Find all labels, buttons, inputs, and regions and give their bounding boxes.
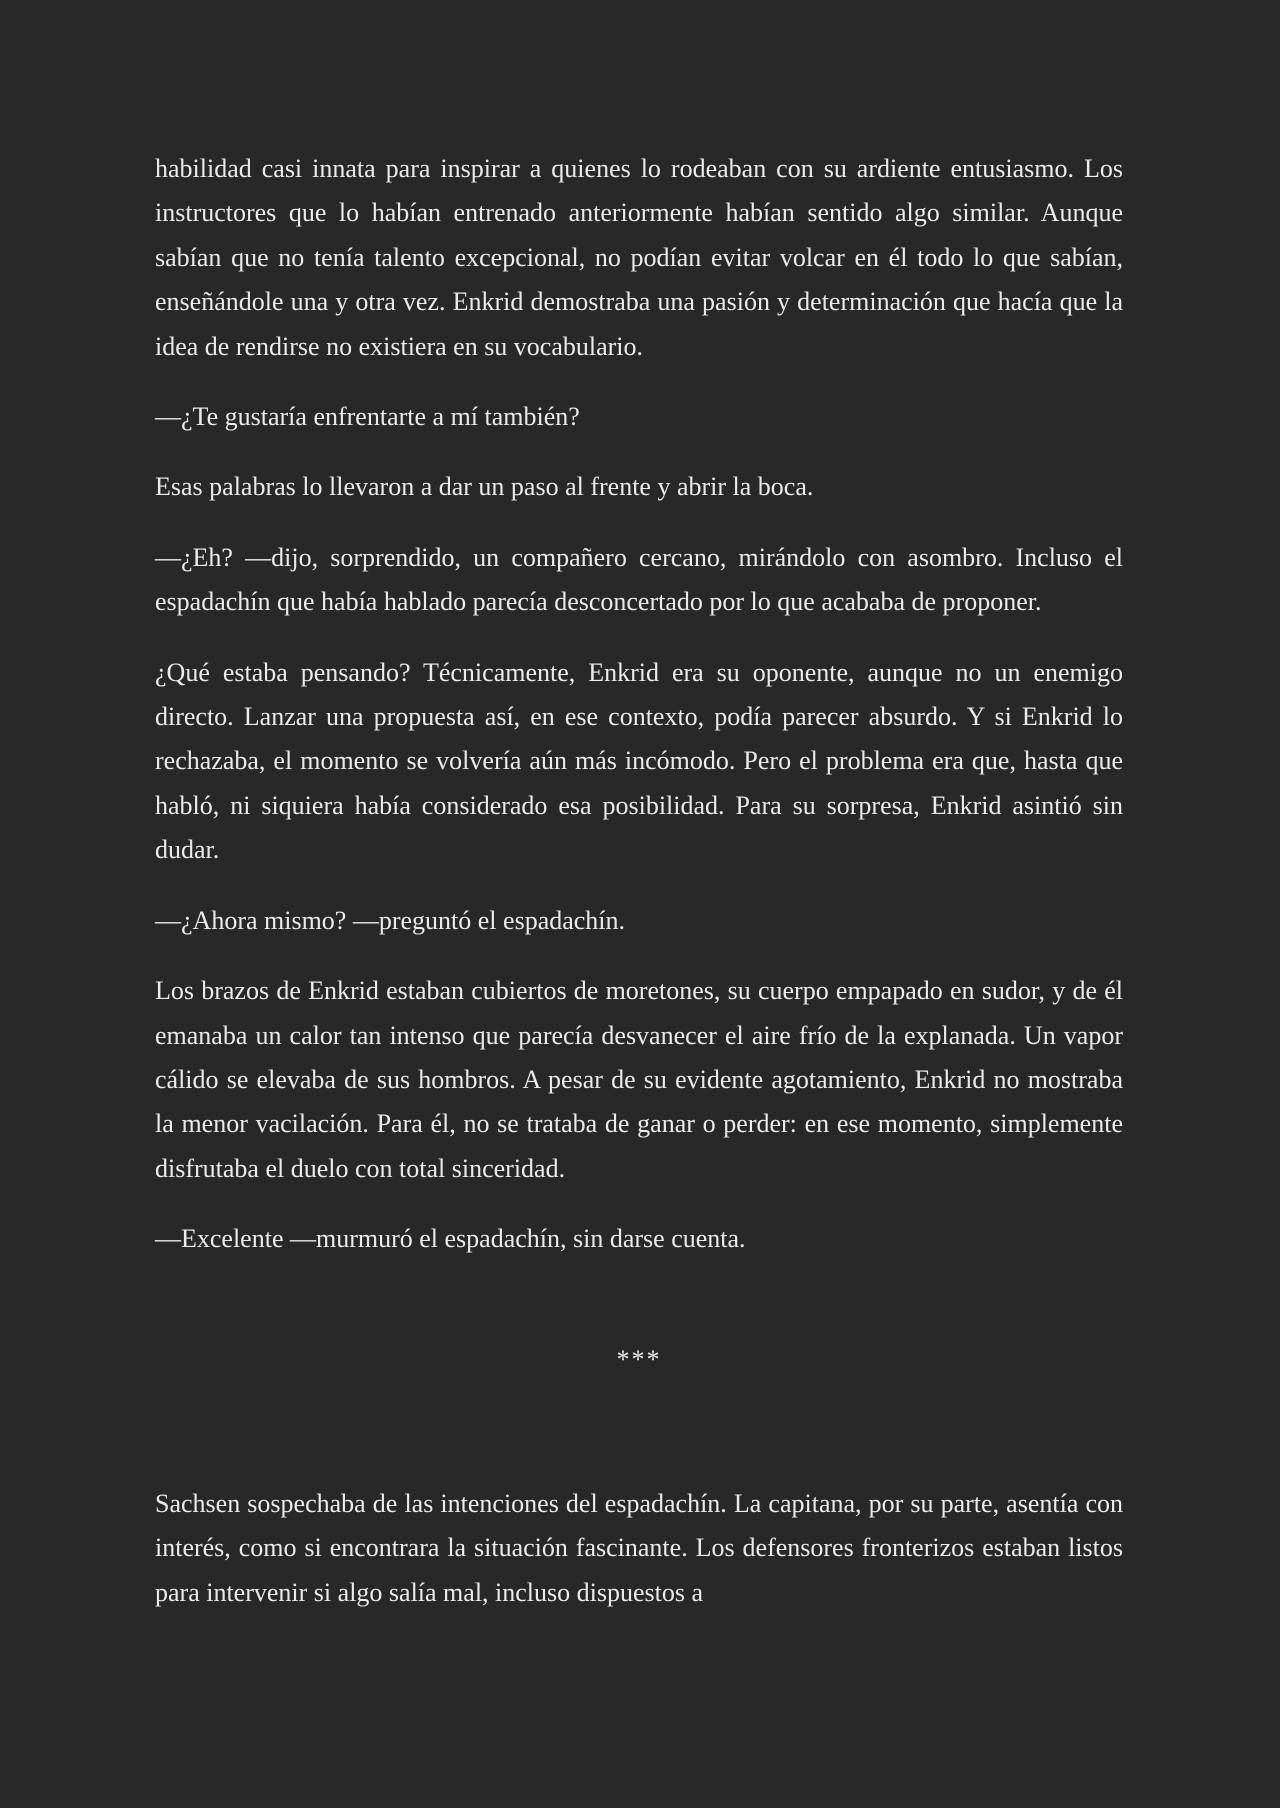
dialogue-line: —¿Ahora mismo? —preguntó el espadachín. (155, 905, 626, 935)
paragraph: Los brazos de Enkrid estaban cubiertos de moretones, su cuerpo empapado en sudor, y de él emanaba un calor tan intenso que parecía desvanecer el aire frío de la explanada. Un vapor cálido se elevaba de sus hombros. A pesar de su evidente agotamiento, Enkrid no mostraba la menor vacilación. Para él, no se trataba de ganar o perder: en ese momento, simplemente disfrutaba el duelo con total sinceridad. (155, 976, 1123, 1183)
dialogue-line: —¿Te gustaría enfrentarte a mí también? (155, 402, 580, 432)
paragraph: Esas palabras lo llevaron a dar un paso al frente y abrir la boca. (155, 472, 814, 502)
paragraph: ¿Qué estaba pensando? Técnicamente, Enkrid era su oponente, aunque no un enemigo directo. Lanzar una propuesta así, en ese contexto, podía parecer absurdo. Y si Enkrid lo rechazaba, el momento se volvería aún más incómodo. Pero el problema era que, hasta que habló, ni siquiera había considerado esa posibilidad. Para su sorpresa, Enkrid asintió sin dudar. (155, 657, 1123, 865)
dialogue-line: —Excelente —murmuró el espadachín, sin darse cuenta. (155, 1224, 746, 1254)
paragraph: habilidad casi innata para inspirar a quienes lo rodeaban con su ardiente entusiasmo. Los instructores que lo habían entrenado anteriormente habían sentido algo similar. Aunque sabían que no tenía talento excepcional, no podían evitar volcar en él todo lo que sabían, enseñándole una y otra vez. Enkrid demostraba una pasión y determinación que hacía que la idea de rendirse no existiera en su vocabulario. (155, 154, 1123, 361)
dialogue-line: —¿Eh? —dijo, sorprendido, un compañero cercano, mirándolo con asombro. Incluso el espadachín que había hablado parecía desconcertado por lo que acababa de proponer. (155, 542, 1123, 617)
scene-break: *** (616, 1344, 662, 1374)
paragraph: Sachsen sospechaba de las intenciones del espadachín. La capitana, por su parte, asentía con interés, como si encontrara la situación fascinante. Los defensores fronterizos estaban listos para intervenir si algo salía mal, incluso dispuestos a (155, 1488, 1123, 1607)
reading-page (155, 147, 1123, 1641)
